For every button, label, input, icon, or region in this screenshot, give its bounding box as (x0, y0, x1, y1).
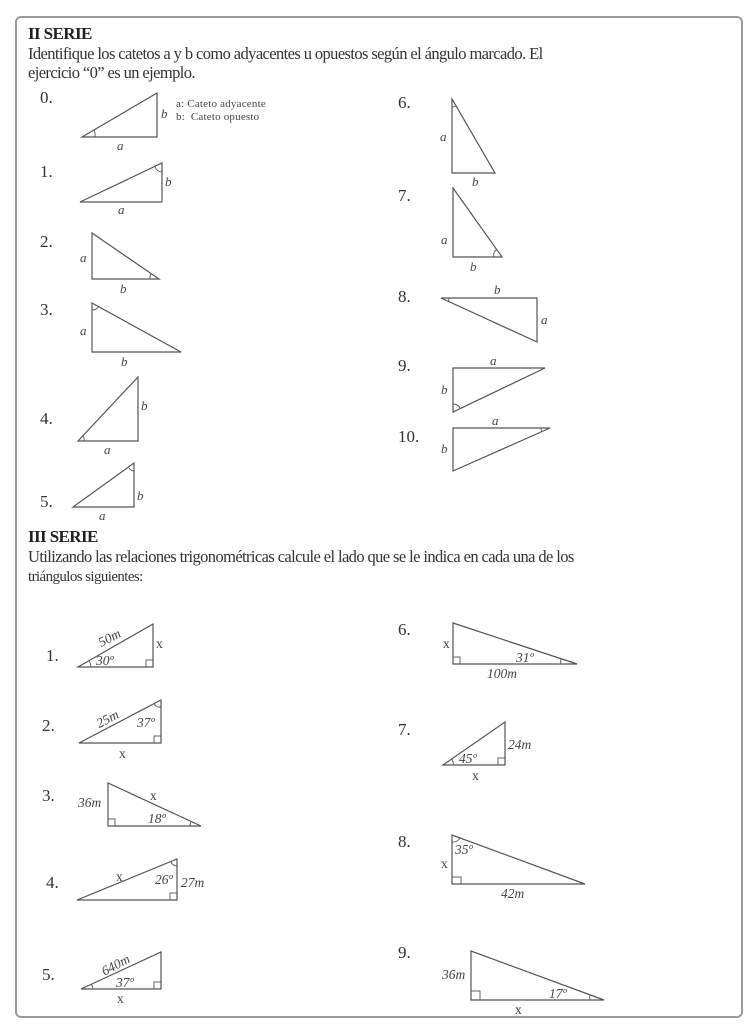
s2-triangle-5 (73, 463, 144, 523)
s2-triangle-2 (80, 233, 159, 296)
s2-exercise-number-1: 1. (40, 162, 53, 181)
label-b: b (161, 106, 168, 121)
label-a: a (104, 442, 111, 457)
s2-triangle-9 (441, 353, 545, 412)
label-a: a (541, 312, 548, 327)
label-b: b (141, 398, 148, 413)
s3-exercise-number-9: 9. (398, 943, 411, 962)
hyp-label: 640m (98, 951, 133, 979)
side-label: 24m (508, 737, 532, 752)
s3-exercise-number-3: 3. (42, 786, 55, 805)
s3-exercise-number-2: 2. (42, 716, 55, 735)
side-label: 36m (78, 795, 102, 810)
s2-exercise-number-10: 10. (398, 427, 420, 446)
s3-triangle-9 (441, 951, 604, 1017)
unknown-label: x (116, 869, 123, 884)
s2-triangle-1 (80, 163, 172, 217)
side-label: 36m (442, 967, 466, 982)
label-b: b (494, 282, 501, 297)
serie3-instruction-line1: Utilizando las relaciones trigonométricas calcule el lado que se le indica en cada una de los (28, 547, 574, 566)
label-a: a (490, 353, 497, 368)
s2-triangle-4 (78, 377, 148, 457)
serie3-instruction-line2: triángulos siguientes: (28, 569, 143, 585)
s2-exercise-number-3: 3. (40, 300, 53, 319)
s2-triangle-3 (80, 303, 181, 369)
angle-label: 45º (459, 751, 477, 766)
legend-adjacent: a: Cateto adyacente (176, 98, 266, 110)
s3-triangle-4 (77, 859, 205, 900)
label-b: b (137, 488, 144, 503)
side-label: 100m (487, 666, 517, 681)
s3-triangle-6 (443, 623, 577, 681)
unknown-label: x (117, 991, 124, 1006)
s2-exercise-number-5: 5. (40, 492, 53, 511)
unknown-label: x (119, 746, 126, 761)
angle-label: 37º (116, 975, 134, 990)
angle-label: 37º (137, 715, 155, 730)
hyp-label: 25m (93, 706, 122, 731)
s2-triangle-7 (441, 188, 502, 274)
label-b: b (121, 354, 128, 369)
label-a: a (118, 202, 125, 217)
s3-triangle-3 (77, 783, 201, 826)
angle-label: 31º (516, 650, 534, 665)
unknown-label: x (443, 636, 450, 651)
side-label: 27m (181, 875, 205, 890)
side-label: 42m (501, 886, 525, 901)
s2-exercise-number-7: 7. (398, 186, 411, 205)
label-b: b (165, 174, 172, 189)
label-b: b (441, 382, 448, 397)
unknown-label: x (156, 636, 163, 651)
label-b: b (472, 174, 479, 189)
legend-opposite: b: Cateto opuesto (176, 111, 260, 123)
unknown-label: x (472, 768, 479, 783)
label-b: b (120, 281, 127, 296)
angle-label: 35º (455, 842, 473, 857)
s2-exercise-number-9: 9. (398, 356, 411, 375)
angle-label: 17º (549, 986, 567, 1001)
label-a: a (492, 413, 499, 428)
s3-exercise-number-6: 6. (398, 620, 411, 639)
s3-exercise-number-1: 1. (46, 646, 59, 665)
label-a: a (80, 250, 87, 265)
label-b: b (441, 441, 448, 456)
serie3-title: III SERIE (28, 527, 98, 546)
s2-exercise-number-8: 8. (398, 287, 411, 306)
serie2-instruction-line2: ejercicio “0” es un ejemplo. (28, 63, 195, 82)
unknown-label: x (515, 1002, 522, 1017)
s3-exercise-number-7: 7. (398, 720, 411, 739)
label-a: a (440, 129, 447, 144)
unknown-label: x (150, 788, 157, 803)
label-b: b (470, 259, 477, 274)
s2-exercise-number-0: 0. (40, 88, 53, 107)
s3-exercise-number-8: 8. (398, 832, 411, 851)
angle-label: 18º (148, 811, 166, 826)
s2-triangle-0 (82, 93, 168, 153)
label-a: a (99, 508, 106, 523)
serie2-title: II SERIE (28, 24, 92, 43)
label-a: a (117, 138, 124, 153)
hyp-label: 50m (95, 625, 124, 650)
s3-triangle-8 (441, 835, 585, 901)
s2-triangle-10 (441, 413, 550, 471)
serie2-instruction-line1: Identifique los catetos a y b como adyacentes u opuestos según el ángulo marcado. El (28, 44, 543, 63)
s2-triangle-8 (441, 282, 548, 342)
s3-exercise-number-4: 4. (46, 873, 59, 892)
s3-exercise-number-5: 5. (42, 965, 55, 984)
s2-triangle-6 (440, 99, 495, 189)
label-a: a (441, 232, 448, 247)
s2-exercise-number-6: 6. (398, 93, 411, 112)
s3-triangle-7 (443, 722, 532, 783)
s3-triangle-5 (81, 951, 161, 1006)
s3-triangle-2 (79, 700, 161, 761)
unknown-label: x (441, 856, 448, 871)
s2-exercise-number-4: 4. (40, 409, 53, 428)
label-a: a (80, 323, 87, 338)
angle-label: 30º (96, 653, 114, 668)
s2-exercise-number-2: 2. (40, 232, 53, 251)
angle-label: 26º (155, 872, 173, 887)
s3-triangle-1 (78, 624, 163, 668)
